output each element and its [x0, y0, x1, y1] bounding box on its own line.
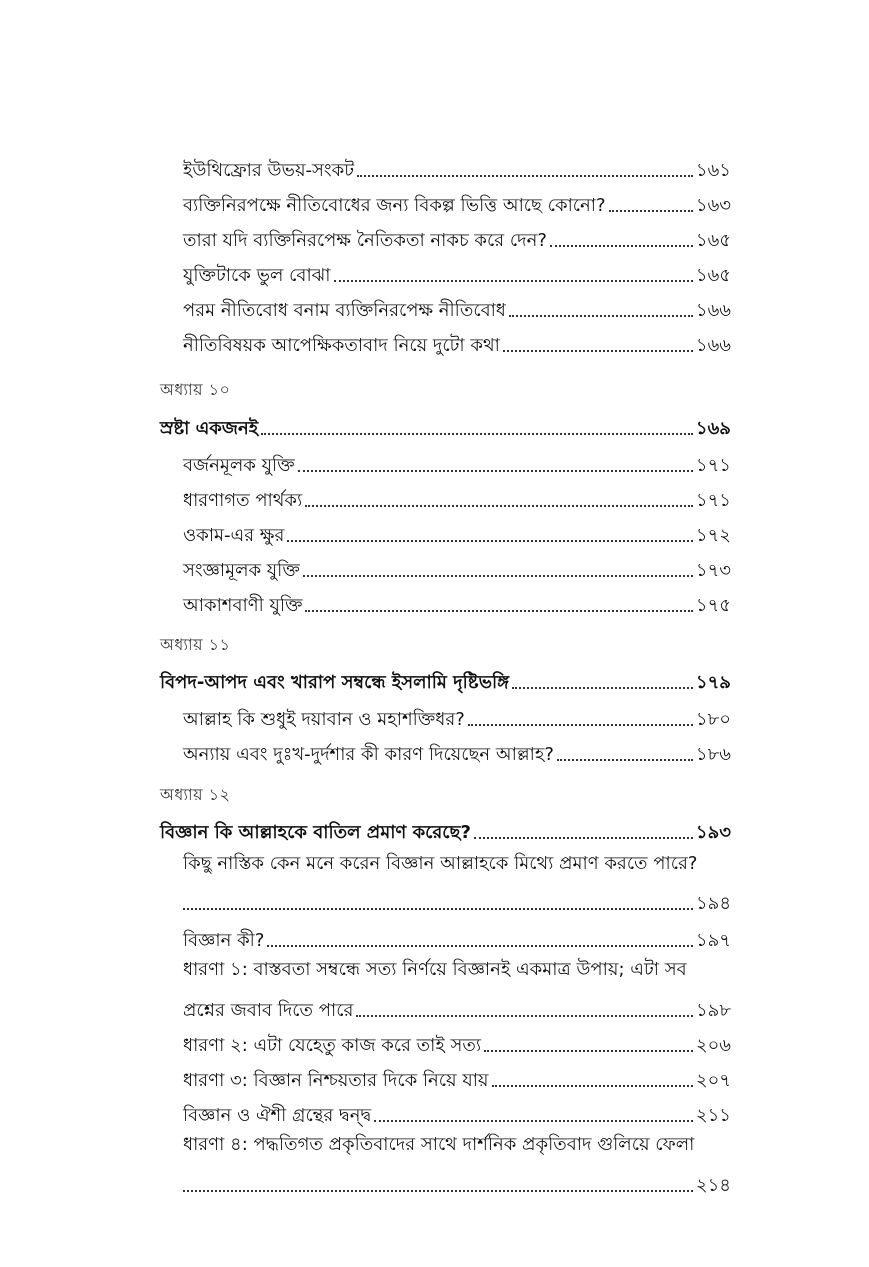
chapter-heading — [160, 410, 731, 440]
dot-leader — [356, 1015, 693, 1017]
toc-entry-title: অন্যায় এবং দুঃখ-দুর্দশার কী কারণ দিয়েছেন আল্লাহ? — [183, 744, 554, 765]
toc-entry-page: ১৮৬ — [695, 744, 731, 765]
toc-entry-title-continued: প্রশ্নের জবাব দিতে পারে — [183, 1000, 354, 1021]
toc-entry-page: ১৯৭ — [695, 930, 731, 951]
toc-entry-title: ধারণা ৪: পদ্ধতিগত প্রকৃতিবাদের সাথে দার্শনিক প্রকৃতিবাদ গুলিয়ে ফেলা — [183, 1134, 695, 1155]
chapter-heading-title: বিজ্ঞান কি আল্লাহকে বাতিল প্রমাণ করেছে? — [160, 822, 471, 843]
dot-leader — [305, 505, 693, 507]
chapter-heading-title: স্রষ্টা একজনই — [160, 418, 259, 439]
toc-entry-page: ২০৭ — [695, 1070, 731, 1091]
toc-entry-page: ১৬৬ — [695, 300, 731, 321]
dot-leader — [474, 837, 693, 839]
toc-entry-page: ১৬১ — [695, 160, 731, 181]
chapter-heading-page: ১৬৯ — [695, 418, 731, 439]
chapter-heading-title: বিপদ-আপদ এবং খারাপ সম্বন্ধে ইসলামি দৃষ্টিভঙ্গি — [160, 672, 510, 693]
toc-entry — [183, 222, 731, 252]
chapter-heading-page: ১৭৯ — [695, 672, 731, 693]
toc-entry — [183, 517, 731, 547]
dot-leader — [183, 908, 693, 910]
toc-entry-title: সংজ্ঞামূলক যুক্তি — [183, 560, 300, 581]
toc-entry-title: নীতিবিষয়ক আপেক্ষিকতাবাদ নিয়ে দুটো কথা — [183, 335, 500, 356]
toc-entry — [183, 482, 731, 512]
toc-entry-page: ১৯৮ — [695, 1000, 731, 1021]
toc-entry — [183, 992, 731, 1022]
toc-entry-title: ওকাম-এর ক্ষুর — [183, 525, 285, 546]
dot-leader — [261, 433, 693, 435]
toc-entry-title: পরম নীতিবোধ বনাম ব্যক্তিনিরপেক্ষ নীতিবোধ — [183, 300, 506, 321]
toc-entry — [183, 701, 731, 731]
chapter-label: অধ্যায় ১০ — [160, 380, 231, 399]
toc-entry-title: বর্জনমূলক যুক্তি — [183, 455, 295, 476]
toc-entry-page: ১৮০ — [695, 709, 731, 730]
dot-leader — [503, 350, 693, 352]
toc-entry-page: ১৬৫ — [695, 230, 731, 251]
dot-leader — [357, 175, 693, 177]
toc-entry — [183, 257, 731, 287]
dot-leader — [557, 759, 693, 761]
toc-entry-title: ইউথিফ্রোর উভয়-সংকট — [183, 160, 355, 181]
dot-leader — [334, 280, 693, 282]
toc-entry-page: ২০৬ — [695, 1035, 731, 1056]
chapter-heading-page: ১৯৩ — [695, 822, 731, 843]
toc-entry — [183, 292, 731, 322]
toc-entry-title: কিছু নাস্তিক কেন মনে করেন বিজ্ঞান আল্লাহকে মিথ্যে প্রমাণ করতে পারে? — [183, 853, 698, 874]
toc-entry — [183, 552, 731, 582]
dot-leader — [512, 687, 693, 689]
toc-entry — [183, 1167, 731, 1197]
dot-leader — [267, 945, 693, 947]
toc-entry-title: তারা যদি ব্যক্তিনিরপেক্ষ নৈতিকতা নাকচ করে দেন? — [183, 230, 547, 251]
toc-entry — [183, 1097, 731, 1127]
toc-entry-title: ধারণা ৩: বিজ্ঞান নিশ্চয়তার দিকে নিয়ে যায় — [183, 1070, 489, 1091]
toc-entry — [183, 152, 731, 182]
chapter-heading — [160, 814, 731, 844]
toc-entry-page: ১৭২ — [695, 525, 731, 546]
toc-entry — [183, 447, 731, 477]
dot-leader — [550, 245, 693, 247]
toc-entry-title: ধারণা ১: বাস্তবতা সম্বন্ধে সত্য নির্ণয়ে বিজ্ঞানই একমাত্র উপায়; এটা সব — [183, 959, 687, 980]
toc-entry — [183, 885, 731, 915]
toc-entry-title: বিজ্ঞান ও ঐশী গ্রন্থের দ্বন্দ্ব — [183, 1105, 372, 1126]
dot-leader — [374, 1120, 693, 1122]
toc-entry-title: আকাশবাণী যুক্তি — [183, 595, 303, 616]
toc-entry-title: যুক্তিটাকে ভুল বোঝা — [183, 265, 331, 286]
toc-entry — [183, 587, 731, 617]
toc-entry — [183, 187, 731, 217]
dot-leader — [609, 210, 693, 212]
dot-leader — [287, 540, 693, 542]
dot-leader — [468, 724, 693, 726]
dot-leader — [305, 610, 692, 612]
toc-entry-title: বিজ্ঞান কী? — [183, 930, 265, 951]
toc-entry — [183, 327, 731, 357]
dot-leader — [183, 1190, 693, 1192]
dot-leader — [484, 1050, 693, 1052]
toc-entry-title: আল্লাহ কি শুধুই দয়াবান ও মহাশক্তিধর? — [183, 709, 465, 730]
toc-entry — [183, 736, 731, 766]
toc-entry-title: ব্যক্তিনিরপক্ষে নীতিবোধের জন্য বিকল্প ভিত্তি আছে কোনো? — [183, 195, 606, 216]
toc-entry-page: ১৬৫ — [695, 265, 731, 286]
dot-leader — [298, 470, 693, 472]
chapter-label: অধ্যায় ১১ — [160, 635, 231, 654]
toc-entry-page: ১৬৩ — [695, 195, 731, 216]
dot-leader — [492, 1085, 693, 1087]
toc-entry-page: ১৯৪ — [695, 893, 731, 914]
toc-entry-page: ১৭১ — [695, 490, 731, 511]
toc-entry-page: ১৭৩ — [695, 560, 731, 581]
chapter-heading — [160, 664, 731, 694]
toc-entry — [183, 1027, 731, 1057]
toc-entry-page: ২১১ — [695, 1105, 731, 1126]
dot-leader — [509, 315, 693, 317]
toc-entry-page: ১৬৬ — [695, 335, 731, 356]
toc-entry-title: ধারণা ২: এটা যেহেতু কাজ করে তাই সত্য — [183, 1035, 482, 1056]
toc-entry-title: ধারণাগত পার্থক্য — [183, 490, 303, 511]
toc-entry — [183, 922, 731, 952]
toc-entry-page: ১৭১ — [695, 455, 731, 476]
toc-entry-page: ১৭৫ — [695, 595, 731, 616]
chapter-label: অধ্যায় ১২ — [160, 785, 231, 804]
toc-entry — [183, 1062, 731, 1092]
toc-entry-page: ২১৪ — [695, 1175, 731, 1196]
dot-leader — [303, 575, 693, 577]
